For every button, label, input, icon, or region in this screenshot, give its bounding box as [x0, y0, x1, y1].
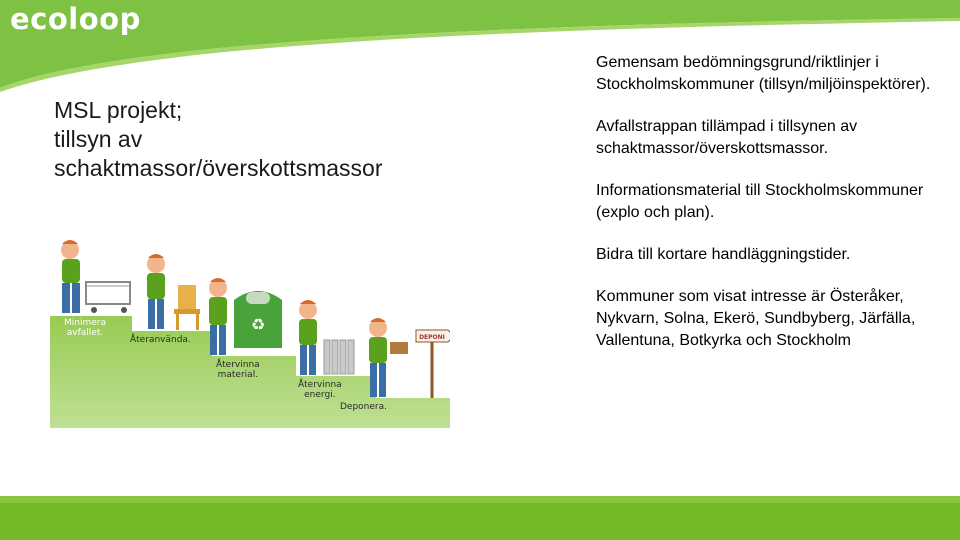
- person-reuse-figure: [147, 254, 200, 330]
- step-label-minimize: Minimera avfallet.: [64, 318, 106, 338]
- staircase-graphic: [50, 230, 450, 428]
- bullet-item: Gemensam bedömningsgrund/riktlinjer i Stockholmskommuner (tillsyn/miljöinspektörer).: [596, 54, 931, 93]
- bullet-list: [596, 52, 936, 372]
- bullet-item: Informationsmaterial till Stockholmskommuner (explo och plan).: [596, 182, 924, 221]
- recycle-icon: ♻: [250, 315, 266, 334]
- person-recycling-figure: [209, 278, 282, 355]
- bullet-item: Kommuner som visat intresse är Österåker, Nykvarn, Solna, Ekerö, Sundbyberg, Järfälla, Vallentuna, Botkyrka och Stockholm: [596, 288, 916, 349]
- step-label-recycle-material: Återvinna material.: [216, 360, 260, 380]
- footer-divider: [0, 496, 960, 503]
- bullet-item: Bidra till kortare handläggningstider.: [596, 246, 851, 263]
- ecoloop-logo: ecoloop: [10, 2, 141, 36]
- bullet-item: Avfallstrappan tillämpad i tillsynen av schaktmassor/överskottsmassor.: [596, 118, 858, 157]
- waste-staircase-illustration: [50, 230, 450, 428]
- title-line: MSL projekt;: [54, 97, 183, 123]
- person-energy-figure: [299, 300, 354, 375]
- title-line: schaktmassor/överskottsmassor: [54, 155, 383, 181]
- deponi-sign-text: DEPONI: [419, 334, 445, 341]
- step-label-landfill: Deponera.: [340, 402, 388, 412]
- step-label-reuse: Återanvända.: [130, 335, 191, 345]
- person-shopping-figure: [61, 240, 130, 313]
- step-label-recycle-energy: Återvinna energi.: [298, 380, 342, 400]
- title-line: tillsyn av: [54, 126, 143, 152]
- person-landfill-figure: [369, 318, 450, 398]
- slide-title: [54, 96, 474, 183]
